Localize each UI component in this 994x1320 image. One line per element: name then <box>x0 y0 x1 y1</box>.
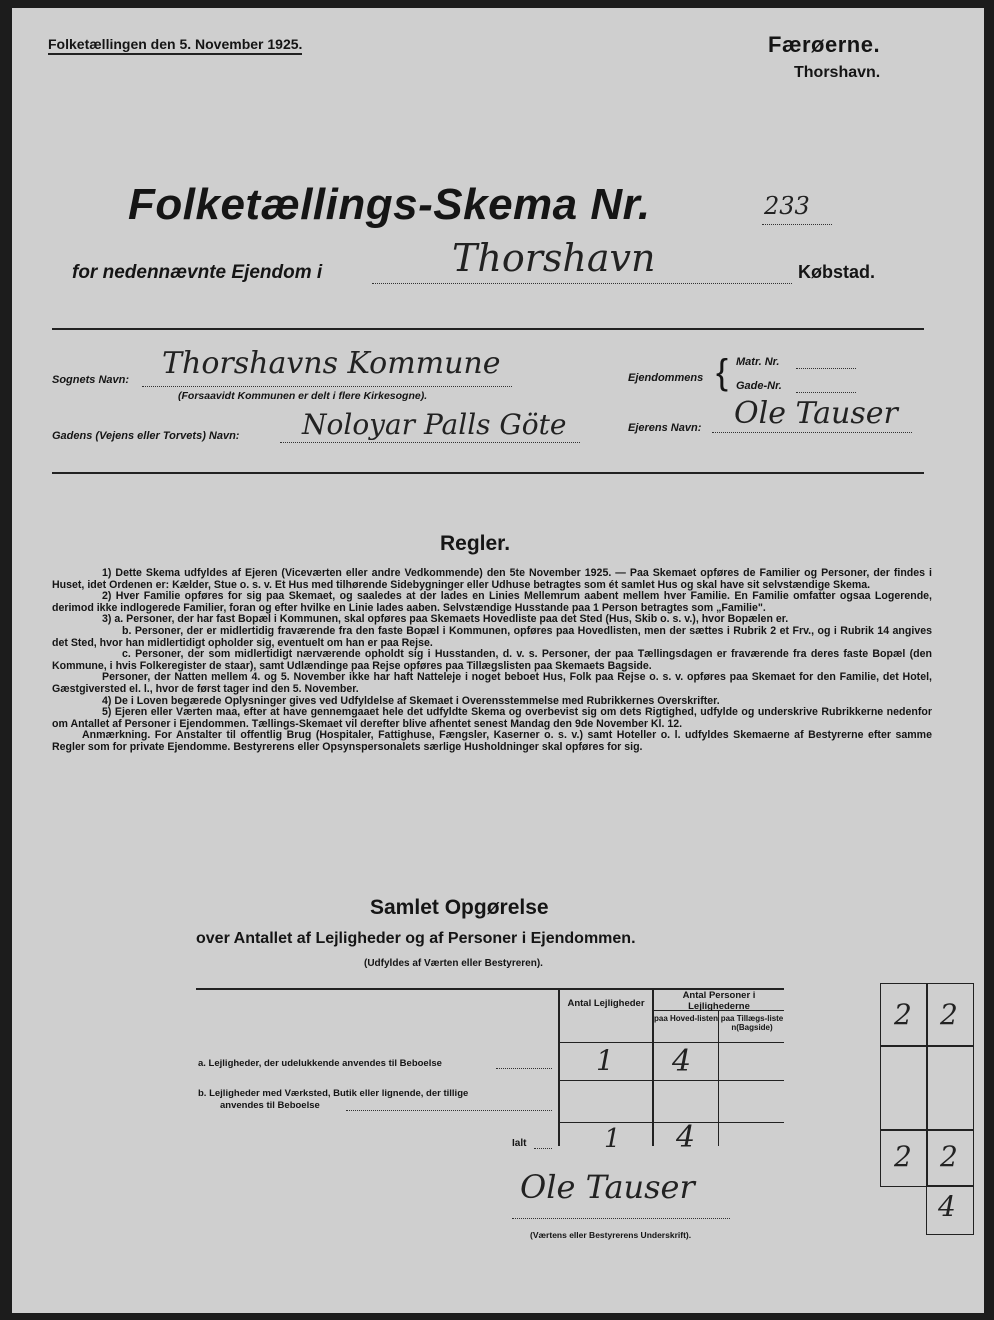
col-personer: Antal Personer i Lejlighederne <box>682 990 756 1012</box>
regler-title: Regler. <box>440 532 511 555</box>
ialt-hovedliste-value: 4 <box>676 1120 696 1155</box>
side-box-value-1: 2 <box>894 998 912 1031</box>
side-box-value-4: 2 <box>940 1140 958 1173</box>
brace: { <box>716 351 729 392</box>
row-b-label-2: anvendes til Beboelse <box>220 1100 320 1111</box>
ialt-label: Ialt <box>512 1138 527 1149</box>
rule-2: 2) Hver Familie opføres for sig paa Skemaet, og saaledes at der lades en Linies Mellemrum aabent mellem hver Familie. En Familie omfatter ogsaa Logerende, derimod ikke indlogerede Familier, foran og efter hvilke en Linie lades aaben. Selvstændige Husstande paa 1 Person betragtes som „Familie". <box>52 590 932 614</box>
side-box-value-3: 2 <box>894 1140 912 1173</box>
matr-label: Matr. Nr. <box>736 356 780 368</box>
region-name: Færøerne. <box>768 32 881 57</box>
side-box-value-2: 2 <box>940 998 958 1031</box>
sogn-label: Sognets Navn: <box>52 374 130 386</box>
rule-3a: 3) a. Personer, der har fast Bopæl i Kommunen, skal opføres paa Skemaets Hovedliste paa det Sted (Hus, Skib o. s. v.), hvor Bopælen er. <box>102 613 789 626</box>
regler-text <box>52 568 932 754</box>
town-name: Thorshavn. <box>794 64 881 81</box>
owner-label: Ejerens Navn: <box>628 422 702 434</box>
kobstad-label: Købstad. <box>798 262 876 282</box>
owner-value: Ole Tauser <box>734 396 898 431</box>
form-title: Folketællings-Skema Nr. <box>128 180 651 229</box>
rule-3-note: Personer, der Natten mellem 4. og 5. November ikke har haft Natteleje i noget beboet Hus, Folk paa Rejse o. s. v. opføres paa Skemaet for den Familie, det Hotel, Gæstgiversted el. l., hvor de først tager ind den 5. November. <box>52 671 932 695</box>
census-form <box>12 8 984 1313</box>
ialt-lejligheder-value: 1 <box>604 1124 621 1154</box>
street-label: Gadens (Vejens eller Torvets) Navn: <box>52 430 240 442</box>
gade-nr-label: Gade-Nr. <box>736 380 782 392</box>
signature: Ole Tauser <box>520 1168 695 1206</box>
signature-caption: (Værtens eller Bestyrerens Underskrift). <box>530 1230 692 1240</box>
street-value: Noloyar Palls Göte <box>302 408 567 441</box>
col-lejligheder: Antal Lejligheder <box>567 998 645 1009</box>
a-lejligheder-value: 1 <box>596 1044 614 1077</box>
side-box-value-5: 4 <box>938 1190 956 1223</box>
census-date-line: Folketællingen den 5. November 1925. <box>48 36 302 55</box>
form-number: 233 <box>764 192 810 220</box>
rule-3c: c. Personer, der som midlertidigt nærværende opholdt sig i Husstanden, d. v. s. Personer, der paa Tællingsdagen er fraværende fra deres faste Bopæl (den Kommune, i hvis Folkeregister de staar), samt Udlændinge paa Rejse opføres paa Tillægslisten paa Skemaets Bagside. <box>52 648 932 672</box>
a-hovedliste-value: 4 <box>672 1044 692 1079</box>
col-hovedliste: paa Hoved-listen <box>654 1014 719 1023</box>
row-a-label: a. Lejligheder, der udelukkende anvendes til Beboelse <box>198 1058 442 1069</box>
side-box-3 <box>880 1045 928 1131</box>
sogn-note: (Forsaavidt Kommunen er delt i flere Kirkesogne). <box>178 390 428 402</box>
col-tillaegsliste: paa Tillægs-listen(Bagside) <box>720 1014 784 1032</box>
summary-title: Samlet Opgørelse <box>370 896 549 919</box>
row-b-label-1: b. Lejligheder med Værksted, Butik eller lignende, der tillige <box>198 1088 469 1099</box>
side-box-4 <box>926 1045 974 1131</box>
rule-4: 4) De i Loven begærede Oplysninger gives ved Udfyldelse af Skemaet i Overensstemmelse med Rubrikkernes Overskrifter. <box>102 694 720 707</box>
for-property-line: for nedennævnte Ejendom i <box>72 262 323 283</box>
place-name: Thorshavn <box>452 236 656 280</box>
ejendom-label: Ejendommens <box>628 372 704 384</box>
rule-3b: b. Personer, der er midlertidig fraværende fra den faste Bopæl i Kommunen, opføres paa Hovedlisten, men der sættes i Rubrik 2 et Frv., og i Rubrik 14 angives det Sted, hvor han midlertidigt opholder sig, eventuelt om han er paa Rejse. <box>52 624 932 649</box>
rule-1: 1) Dette Skema udfyldes af Ejeren (Viceværten eller andre Vedkommende) den 5te November 1925. — Paa Skemaet opføres de Familier og Personer, der findes i Huset, idet Ordenen er: Kælder, Stue o. s. v. Et Hus med tilhørende Sidebygninger eller Udhuse betragtes som ét samlet Hus og skal have sit selvstændige Skema. <box>52 567 932 591</box>
summary-note: (Udfyldes af Værten eller Bestyreren). <box>364 958 543 969</box>
summary-subtitle: over Antallet af Lejligheder og af Personer i Ejendommen. <box>196 930 636 947</box>
anmaerkning: Anmærkning. For Anstalter til offentlig Brug (Hospitaler, Fattighuse, Fængsler, Kaserner o. s. v.) samt Hoteller o. l. udfyldes Skemaerne af Bestyrerne efter samme Regler som for private Ejendomme. Bestyrerens eller Opsynspersonalets særlige Husholdninger skal opføres for sig. <box>52 729 932 753</box>
sogn-value: Thorshavns Kommune <box>162 346 501 381</box>
rule-5: 5) Ejeren eller Værten maa, efter at have gennemgaaet hele det udfyldte Skema og overbevist sig om dets Rigtighed, udfylde og underskrive Rubrikkerne nedenfor om Antallet af Personer i Ejendommen. Tællings-Skemaet vil derefter blive afhentet senest Mandag den 9de November Kl. 12. <box>52 706 932 730</box>
